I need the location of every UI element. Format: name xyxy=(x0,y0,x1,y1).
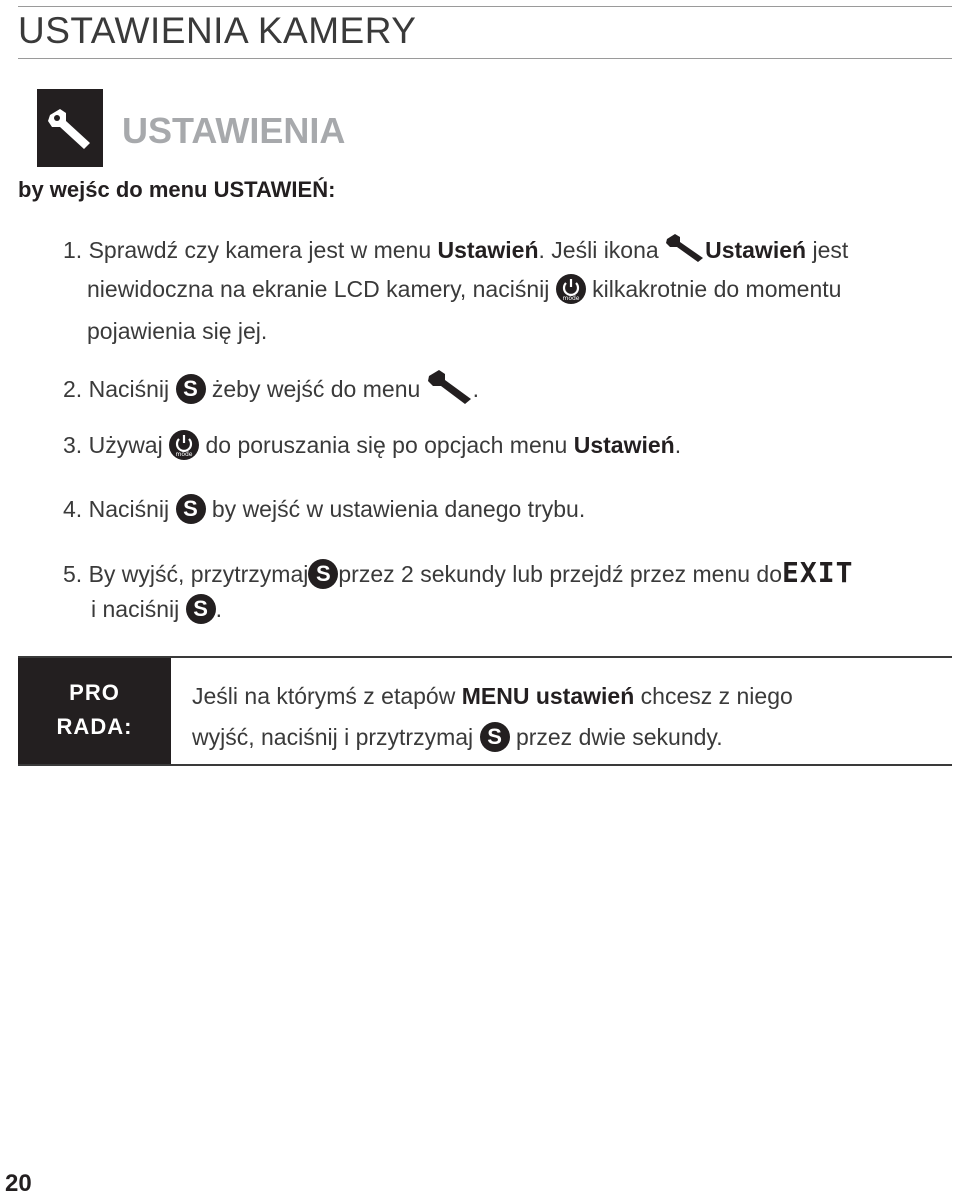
tip-text: wyjść, naciśnij i przytrzymaj xyxy=(192,724,474,750)
step-number: 3. xyxy=(63,432,83,459)
list-item xyxy=(63,432,681,462)
step-text: Sprawdź czy kamera jest w menu xyxy=(88,237,438,264)
step-number: 5. xyxy=(63,561,83,587)
step-number: 2. xyxy=(63,376,83,403)
tip-text: Jeśli na którymś z etapów xyxy=(192,683,462,709)
list-item-continuation xyxy=(91,596,222,626)
step-text: żeby wejść do menu xyxy=(211,376,421,403)
wrench-icon xyxy=(46,105,94,151)
s-button-icon: S xyxy=(186,594,216,624)
step-text: by wejść w ustawienia danego trybu. xyxy=(211,496,586,523)
exit-label: EXIT xyxy=(782,556,854,589)
list-item xyxy=(63,556,853,591)
step-text: niewidoczna na ekranie LCD kamery, naciśnij xyxy=(87,276,550,303)
step-bold: Ustawień xyxy=(437,237,539,264)
step-number: 4. xyxy=(63,496,83,523)
step-text: . xyxy=(674,432,682,459)
s-button-icon: S xyxy=(176,374,206,404)
s-button-icon: S xyxy=(308,559,338,589)
step-text: przez 2 sekundy lub przejdź przez menu do xyxy=(338,561,783,587)
step-text: Naciśnij xyxy=(88,496,170,523)
tip-text: chcesz z niego xyxy=(634,683,793,709)
step-bold: Ustawień xyxy=(705,237,807,264)
section-heading: USTAWIENIA xyxy=(122,110,346,151)
pro-tip-box xyxy=(18,656,952,766)
intro-text: by wejśc do menu USTAWIEŃ: xyxy=(18,177,336,202)
step-text: Naciśnij xyxy=(88,376,170,403)
step-text: pojawienia się jej. xyxy=(87,318,268,344)
wrench-icon xyxy=(665,232,705,268)
step-text: kilkakrotnie do momentu xyxy=(592,276,842,303)
list-item xyxy=(63,234,848,270)
step-bold: Ustawień xyxy=(573,432,675,459)
step-text: do poruszania się po opcjach menu xyxy=(205,432,574,459)
step-text: . xyxy=(472,376,480,403)
page-number: 20 xyxy=(5,1170,32,1197)
list-item-continuation xyxy=(87,318,267,345)
step-text: Używaj xyxy=(88,432,163,459)
list-item-continuation xyxy=(87,276,841,306)
list-item xyxy=(63,496,585,526)
pro-tip-label xyxy=(18,658,171,764)
power-mode-button-icon xyxy=(169,430,199,460)
page-title: USTAWIENIA KAMERY xyxy=(18,10,417,51)
step-text: . Jeśli ikona xyxy=(538,237,659,264)
wrench-icon xyxy=(427,368,473,410)
list-item xyxy=(63,370,479,412)
mode-glyph: mode xyxy=(562,295,580,302)
pro-tip-label-line1: PRO xyxy=(69,680,120,705)
power-mode-button-icon xyxy=(556,274,586,304)
section-icon-box xyxy=(37,89,103,167)
top-rule xyxy=(18,6,952,7)
step-number: 1. xyxy=(63,237,83,264)
mode-glyph: mode xyxy=(175,451,193,458)
step-text: i naciśnij xyxy=(91,596,180,623)
s-button-icon: S xyxy=(480,722,510,752)
title-rule xyxy=(18,58,952,59)
tip-text: przez dwie sekundy. xyxy=(515,724,723,750)
tip-bold: ustawień xyxy=(535,683,635,709)
pro-tip-text xyxy=(192,676,952,758)
pro-tip-label-line2: RADA: xyxy=(56,714,133,739)
tip-bold: MENU xyxy=(461,683,530,709)
step-text: . xyxy=(215,596,222,623)
step-text: By wyjść, przytrzymaj xyxy=(88,561,309,587)
s-button-icon: S xyxy=(176,494,206,524)
step-text: jest xyxy=(806,237,849,264)
